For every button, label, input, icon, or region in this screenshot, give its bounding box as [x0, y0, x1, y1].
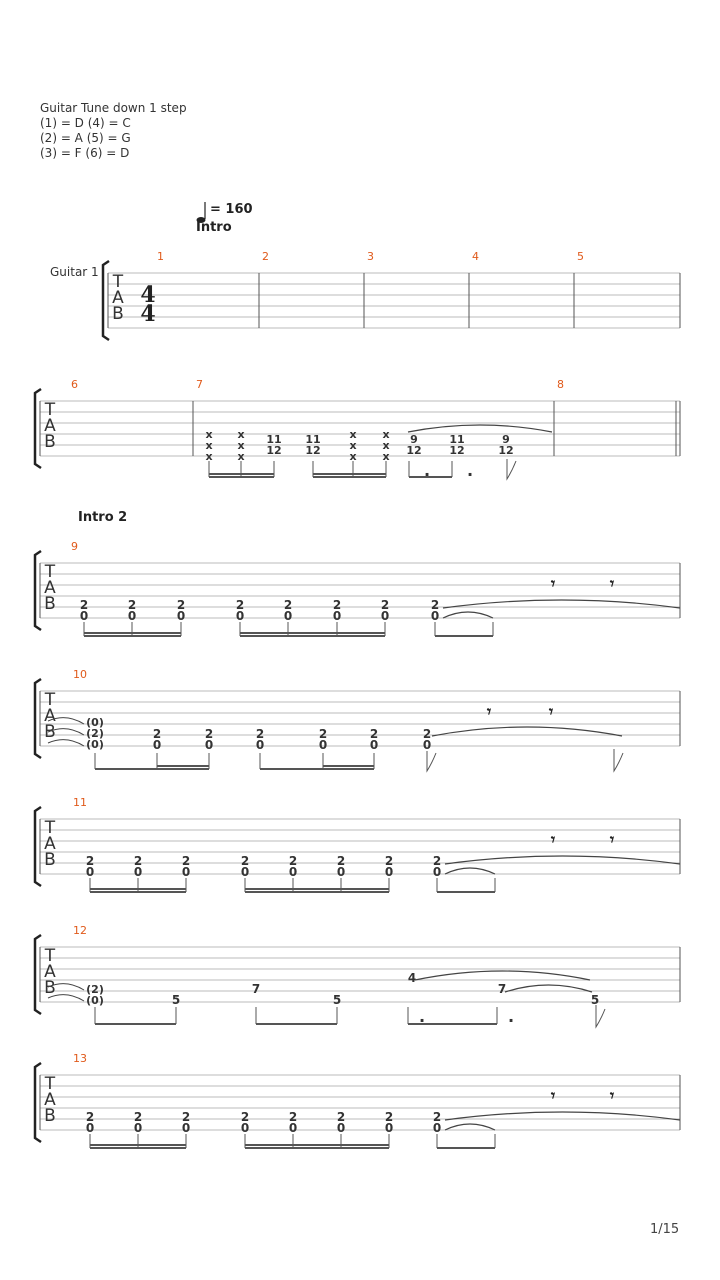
tab-clef-letter: T	[44, 690, 56, 710]
measure-number: 12	[73, 924, 87, 937]
tab-note: 0	[181, 865, 191, 879]
tab-note: (2)	[86, 983, 104, 996]
instrument-label: Guitar 1	[50, 265, 99, 279]
tab-note: .	[507, 1007, 515, 1026]
tab-note: 0	[204, 738, 214, 752]
tab-note: 2	[133, 854, 143, 868]
tab-note: 12	[406, 444, 422, 457]
eighth-rest: 𝄾	[550, 830, 556, 849]
measure-number: 6	[71, 378, 78, 391]
tab-clef-letter: B	[44, 850, 56, 870]
tab-note: 9	[502, 433, 510, 446]
tab-note: 2	[432, 1110, 442, 1124]
flag	[614, 749, 623, 771]
tab-note: 0	[133, 865, 143, 879]
tab-note: 2	[336, 854, 346, 868]
tab-note: 9	[410, 433, 418, 446]
tab-note: 0	[288, 865, 298, 879]
tab-clef-letter: A	[44, 962, 56, 982]
tab-note: 0	[85, 1121, 95, 1135]
tab-note: 2	[85, 1110, 95, 1124]
tab-note: 2	[79, 598, 89, 612]
tab-note: 2	[332, 598, 342, 612]
tab-note: 2	[204, 727, 214, 741]
measure-number: 4	[472, 250, 479, 263]
tuning-line-2: (2) = A (5) = G	[40, 131, 131, 145]
tab-note: 0	[380, 609, 390, 623]
tab-note: 0	[283, 609, 293, 623]
tuning-line-3: (3) = F (6) = D	[40, 146, 130, 160]
eighth-rest: 𝄾	[548, 702, 554, 721]
tab-note: 2	[181, 854, 191, 868]
eighth-rest: 𝄾	[486, 702, 492, 721]
tab-note: 2	[384, 854, 394, 868]
tab-clef-letter: A	[112, 288, 124, 308]
tab-clef-letter: T	[44, 1074, 56, 1094]
tab-note: .	[466, 461, 474, 480]
tab-note: 7	[497, 982, 507, 996]
tab-note: x	[237, 439, 245, 452]
measure-number: 7	[196, 378, 203, 391]
tab-note: x	[349, 450, 357, 463]
tab-clef-letter: B	[44, 722, 56, 742]
tab-note: 2	[283, 598, 293, 612]
tab-note: 11	[305, 433, 321, 446]
tab-note: 2	[432, 854, 442, 868]
tab-note: 0	[432, 865, 442, 879]
tab-note: (0)	[86, 994, 104, 1007]
tab-clef-letter: T	[44, 818, 56, 838]
section-intro: Intro	[196, 220, 232, 235]
tie-curve	[443, 612, 493, 618]
tab-note: 0	[240, 1121, 250, 1135]
tab-note: 11	[449, 433, 465, 446]
measure-number: 2	[262, 250, 269, 263]
tab-clef-letter: B	[44, 432, 56, 452]
tab-note: 2	[288, 854, 298, 868]
tab-note: 0	[432, 1121, 442, 1135]
tie-curve	[408, 425, 552, 432]
page-number: 1/15	[650, 1222, 680, 1237]
tab-note: 2	[430, 598, 440, 612]
tie-curve	[48, 740, 84, 746]
tuning-title: Guitar Tune down 1 step	[40, 101, 187, 115]
tab-note: 2	[240, 854, 250, 868]
tab-note: 12	[498, 444, 514, 457]
tab-note: 2	[336, 1110, 346, 1124]
tab-note: x	[349, 428, 357, 441]
tab-note: x	[382, 450, 390, 463]
tab-note: 11	[266, 433, 282, 446]
tab-note: x	[205, 439, 213, 452]
tab-note: x	[382, 439, 390, 452]
tab-note: 0	[336, 1121, 346, 1135]
tab-clef-letter: A	[44, 706, 56, 726]
measure-number: 10	[73, 668, 87, 681]
tab-clef-letter: T	[44, 562, 56, 582]
tab-clef-letter: B	[112, 304, 124, 324]
tab-note: 0	[133, 1121, 143, 1135]
tab-note: 5	[590, 993, 600, 1007]
tab-note: x	[205, 450, 213, 463]
tuning-line-1: (1) = D (4) = C	[40, 116, 131, 130]
tab-note: 0	[384, 865, 394, 879]
flag	[596, 1005, 605, 1027]
tab-note: 2	[255, 727, 265, 741]
tab-note: 0	[422, 738, 432, 752]
tab-clef-letter: B	[44, 594, 56, 614]
tab-note: 2	[235, 598, 245, 612]
tab-note: (0)	[86, 738, 104, 751]
measure-number: 1	[157, 250, 164, 263]
eighth-rest: 𝄾	[609, 830, 615, 849]
tab-note: 2	[380, 598, 390, 612]
measure-number: 13	[73, 1052, 87, 1065]
tab-note: 2	[176, 598, 186, 612]
tab-clef-letter: A	[44, 416, 56, 436]
tab-clef-letter: A	[44, 1090, 56, 1110]
measure-number: 3	[367, 250, 374, 263]
tab-note: 2	[127, 598, 137, 612]
tab-note: 2	[133, 1110, 143, 1124]
eighth-rest: 𝄾	[609, 574, 615, 593]
measure-number: 8	[557, 378, 564, 391]
tab-note: 2	[240, 1110, 250, 1124]
tab-note: x	[205, 428, 213, 441]
time-sig-top: 4	[140, 282, 156, 308]
tab-note: x	[349, 439, 357, 452]
tab-note: 0	[288, 1121, 298, 1135]
tab-clef-letter: B	[44, 978, 56, 998]
tab-note: 2	[369, 727, 379, 741]
tab-note: 5	[171, 993, 181, 1007]
tab-note: 0	[255, 738, 265, 752]
tab-note: 12	[266, 444, 282, 457]
tab-note: 0	[369, 738, 379, 752]
tab-note: .	[418, 1007, 426, 1026]
tab-note: 0	[384, 1121, 394, 1135]
tab-note: 0	[79, 609, 89, 623]
eighth-rest: 𝄾	[550, 1086, 556, 1105]
tab-note: (0)	[86, 716, 104, 729]
tab-note: 2	[152, 727, 162, 741]
tie-curve	[415, 971, 590, 980]
tab-note: 2	[422, 727, 432, 741]
tab-note: 2	[181, 1110, 191, 1124]
tab-clef-letter: T	[44, 946, 56, 966]
tab-note: 2	[318, 727, 328, 741]
measure-number: 5	[577, 250, 584, 263]
flag	[427, 751, 436, 771]
eighth-rest: 𝄾	[550, 574, 556, 593]
tab-note: 0	[332, 609, 342, 623]
tab-note: 5	[332, 993, 342, 1007]
tab-note: 12	[449, 444, 465, 457]
measure-number: 11	[73, 796, 87, 809]
tab-note: 2	[85, 854, 95, 868]
tab-note: 0	[85, 865, 95, 879]
measure-number: 9	[71, 540, 78, 553]
tab-note: 7	[251, 982, 261, 996]
tab-note: 0	[181, 1121, 191, 1135]
tab-clef-letter: A	[44, 834, 56, 854]
tab-clef-letter: A	[44, 578, 56, 598]
tab-note: 4	[407, 971, 417, 985]
tab-note: 0	[127, 609, 137, 623]
tab-note: .	[423, 461, 431, 480]
tab-note: x	[237, 450, 245, 463]
tab-note: x	[237, 428, 245, 441]
tab-note: (2)	[86, 727, 104, 740]
time-sig-bottom: 4	[140, 301, 156, 327]
tab-note: 0	[176, 609, 186, 623]
section-intro-2: Intro 2	[78, 510, 128, 525]
tab-clef-letter: T	[44, 400, 56, 420]
tab-note: 0	[235, 609, 245, 623]
tab-note: 0	[318, 738, 328, 752]
tempo-marking: = 160	[210, 202, 253, 217]
tab-note: 0	[240, 865, 250, 879]
eighth-rest: 𝄾	[609, 1086, 615, 1105]
tab-note: x	[382, 428, 390, 441]
flag	[507, 459, 516, 479]
tab-note: 0	[152, 738, 162, 752]
tab-note: 0	[336, 865, 346, 879]
tab-clef-letter: B	[44, 1106, 56, 1126]
tie-curve	[445, 1124, 495, 1130]
tie-curve	[445, 868, 495, 874]
tab-note: 2	[288, 1110, 298, 1124]
tab-note: 12	[305, 444, 321, 457]
tab-note: 2	[384, 1110, 394, 1124]
tab-clef-letter: T	[112, 272, 124, 292]
tab-note: 0	[430, 609, 440, 623]
